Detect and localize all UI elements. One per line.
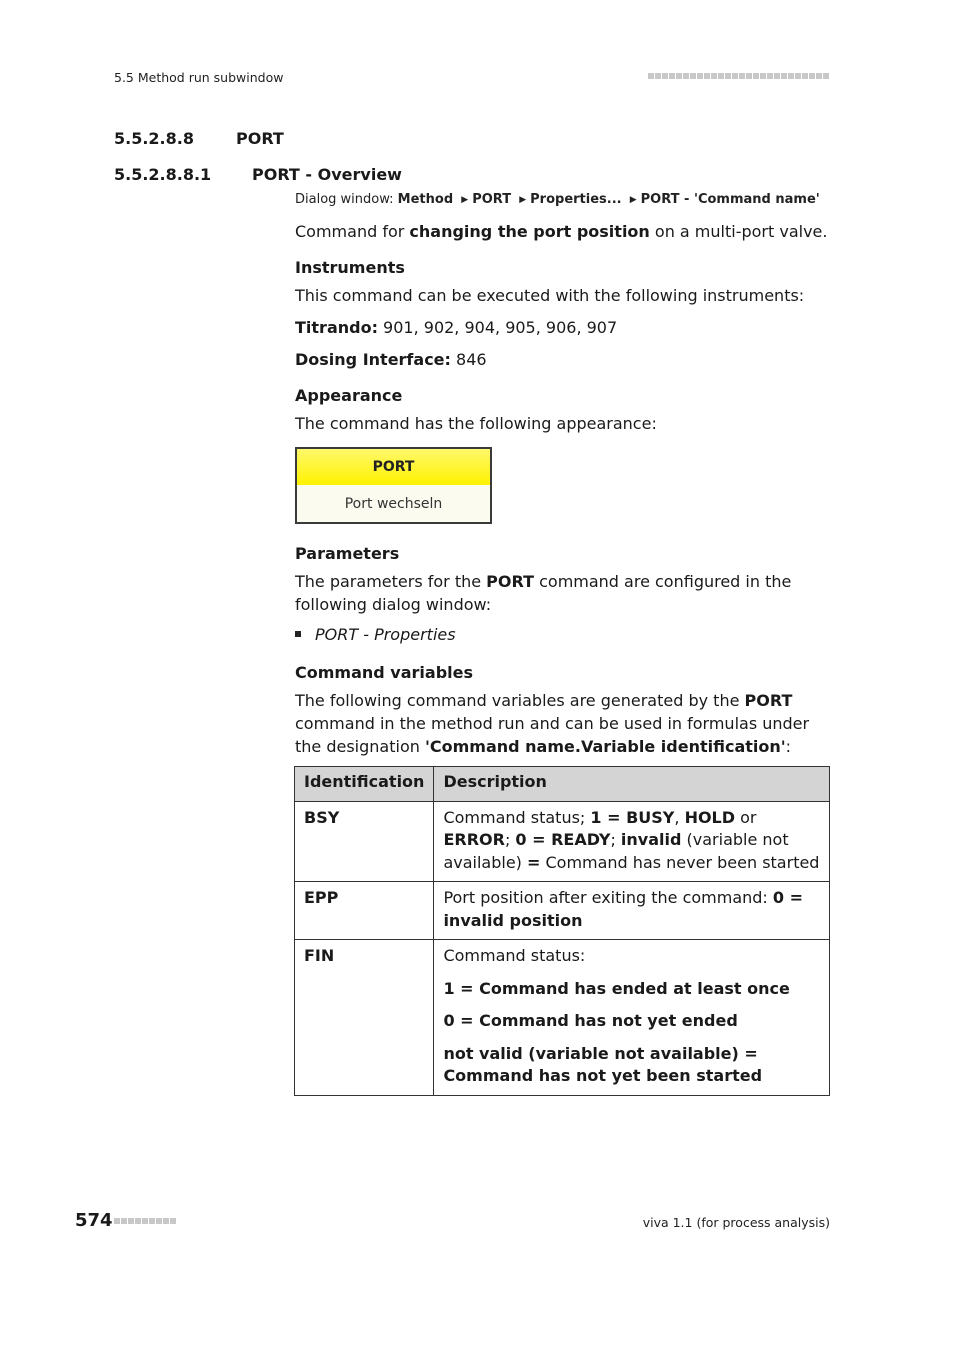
dialog-path-prefix: Dialog window: [295,192,394,207]
description-text: , [674,807,685,827]
variable-description [434,940,830,1096]
decoration-square [128,1218,134,1224]
decoration-square [121,1218,127,1224]
dialog-path-item: PORT [472,192,512,207]
description-text: or [735,807,757,827]
table-row [295,940,830,1096]
decoration-square [114,1218,120,1224]
decoration-square [725,73,731,79]
decoration-square [156,1218,162,1224]
dialog-path-item: PORT - 'Command name' [640,192,820,207]
dialog-path-item: Method [397,192,454,207]
table-row [295,801,830,882]
description-text: (variable not available) [443,830,789,872]
subheading-number: 5.5.2.8.8.1 [114,165,212,184]
description-text: ; [504,830,516,849]
variable-identification: EPP [295,882,434,940]
decoration-square [788,73,794,79]
decoration-square [809,73,815,79]
description-text: 0 = invalid position [443,888,804,930]
table-row [295,882,830,940]
decoration-square [655,73,661,79]
decoration-square [753,73,759,79]
description-text: Port position after exiting the command: [443,888,773,907]
decoration-square [697,73,703,79]
intro-paragraph: Command for changing the port position on a multi-port valve. [295,222,828,241]
decoration-square [739,73,745,79]
description-text: = [526,852,541,872]
description-text: Command has never been started [540,852,820,872]
command-appearance-box [295,447,492,524]
variable-identification: FIN [295,940,434,1096]
description-text: 1 = BUSY [590,807,675,827]
heading-number: 5.5.2.8.8 [114,129,194,148]
running-header: 5.5 Method run subwindow [114,70,284,85]
parameters-text: The parameters for the PORT command are configured in the following dialog window: [295,572,792,614]
dialog-path [295,192,830,207]
triangle-right-icon: ▶ [519,195,527,205]
parameters-heading: Parameters [295,544,400,563]
bullet-item: PORT - Properties [295,625,456,644]
column-header: Description [434,767,830,802]
dialog-path-item: Properties... [530,192,622,207]
decoration-square [802,73,808,79]
description-text: ERROR [443,830,505,849]
decoration-square [669,73,675,79]
decoration-square [676,73,682,79]
heading-title: PORT [236,129,284,148]
description-line: 1 = Command has ended at least once [443,978,790,998]
decoration-square [795,73,801,79]
titrando-line: Titrando: 901, 902, 904, 905, 906, 907 [295,318,618,337]
description-text: ; [610,830,621,849]
decoration-square [690,73,696,79]
table-header-row [295,767,830,802]
description-text: invalid [620,830,682,849]
description-line: not valid (variable not available) = Command has not yet been started [443,1043,763,1085]
decoration-square [823,73,829,79]
command-box-title: PORT [297,449,490,485]
dosing-line: Dosing Interface: 846 [295,350,487,369]
decoration-square [760,73,766,79]
page-number: 574 [75,1210,113,1231]
decoration-square [142,1218,148,1224]
instruments-heading: Instruments [295,258,405,277]
decoration-square [683,73,689,79]
description-text: 0 = READY [515,830,611,849]
decoration-square [170,1218,176,1224]
decoration-square [774,73,780,79]
triangle-right-icon: ▶ [461,195,469,205]
decoration-square [781,73,787,79]
footer-product: viva 1.1 (for process analysis) [642,1215,830,1230]
decoration-square [767,73,773,79]
decoration-square [711,73,717,79]
variables-table [294,766,830,1096]
decoration-square [816,73,822,79]
description-text: HOLD [684,807,736,827]
command-variables-text: The following command variables are generated by the PORT command in the method run and can be used in formulas under the designation 'Command name.Variable identification': [295,691,810,756]
decoration-square [704,73,710,79]
bullet-square-icon [295,631,301,637]
decoration-square [163,1218,169,1224]
description-text: Command status; [443,807,591,827]
variable-identification: BSY [295,801,434,882]
footer-decoration [114,1218,176,1224]
decoration-square [718,73,724,79]
column-header: Identification [295,767,434,802]
appearance-heading: Appearance [295,386,403,405]
decoration-square [746,73,752,79]
instruments-text: This command can be executed with the following instruments: [295,286,805,305]
variable-description [434,882,830,940]
decoration-square [135,1218,141,1224]
variable-description [434,801,830,882]
decoration-square [648,73,654,79]
triangle-right-icon: ▶ [629,195,637,205]
description-line: 0 = Command has not yet ended [443,1011,738,1030]
decoration-square [662,73,668,79]
command-variables-heading: Command variables [295,663,473,682]
description-line: Command status: [443,946,586,965]
command-box-subtitle: Port wechseln [344,495,443,512]
subheading-title: PORT - Overview [252,165,402,184]
header-decoration [648,73,829,79]
appearance-text: The command has the following appearance: [295,414,657,433]
decoration-square [149,1218,155,1224]
decoration-square [732,73,738,79]
